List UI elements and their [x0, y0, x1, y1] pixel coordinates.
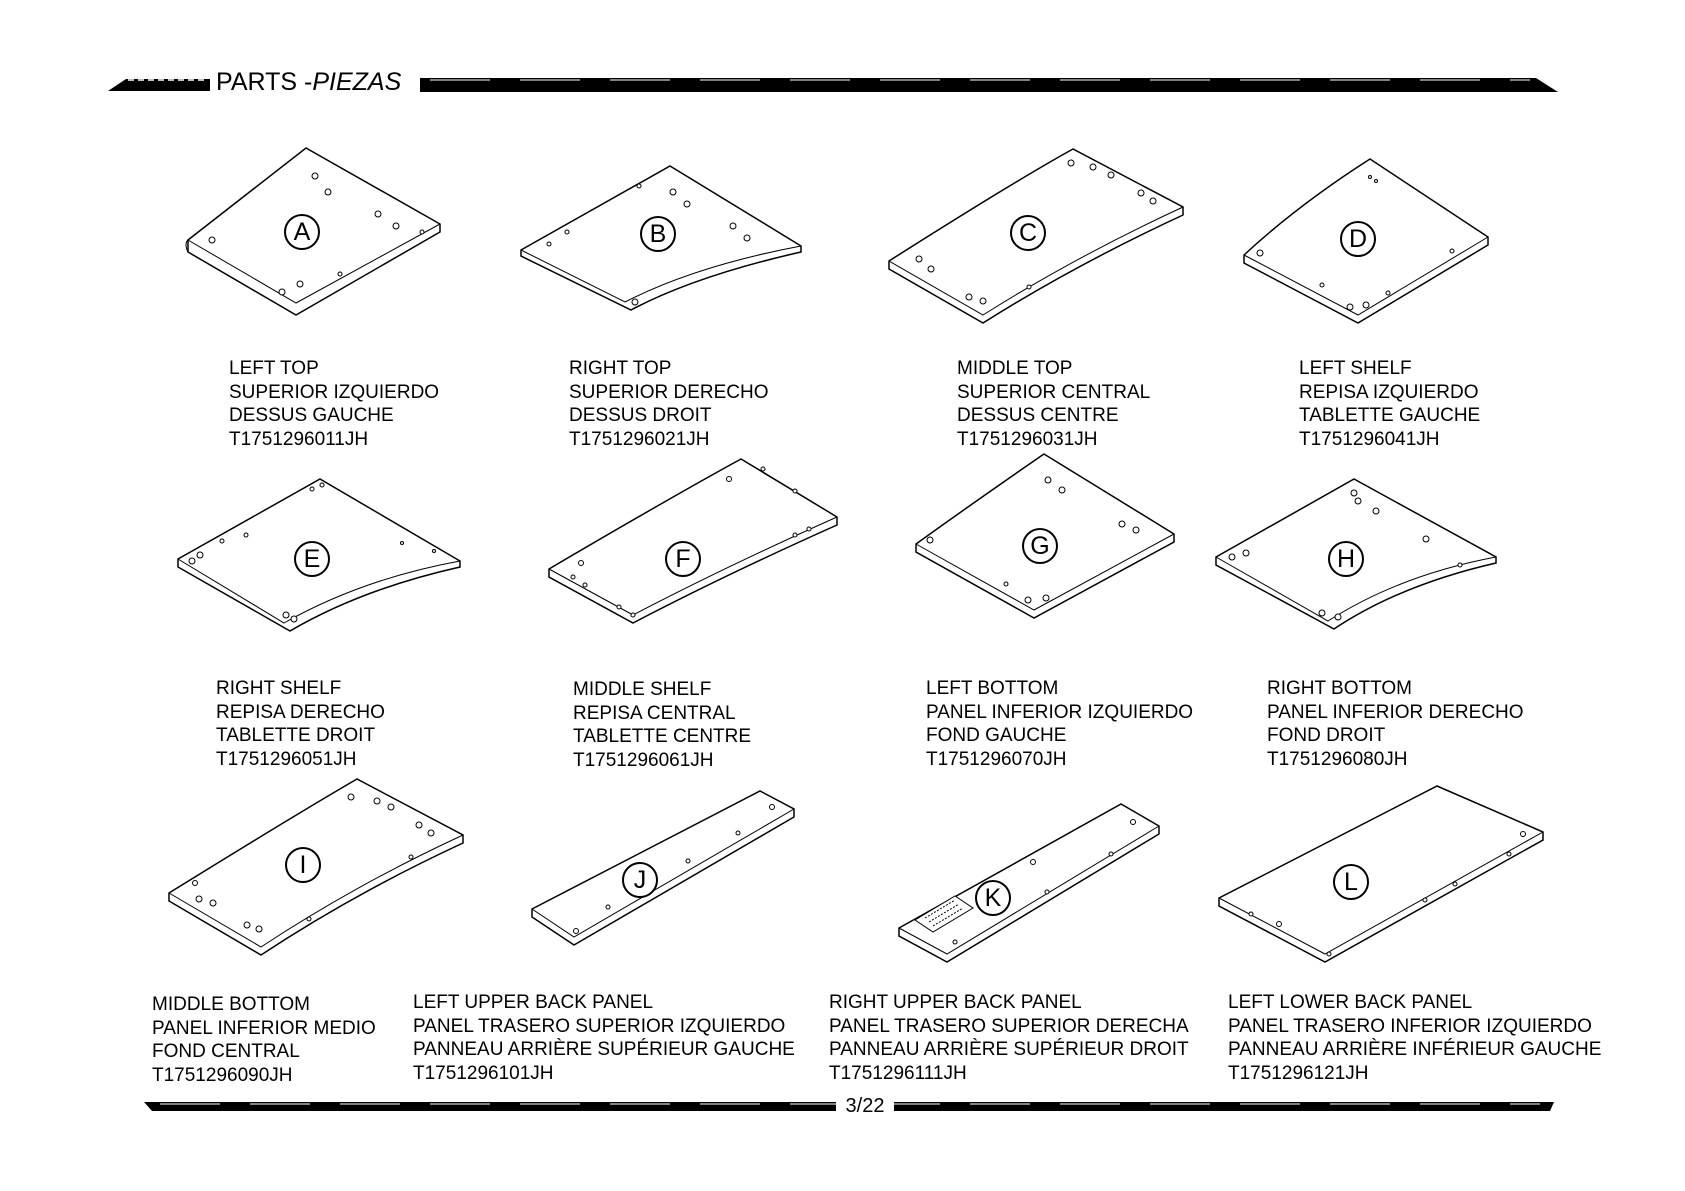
part-k-label: K	[975, 880, 1011, 916]
part-h-label: H	[1328, 541, 1364, 577]
part-i-code: T1751296090JH	[152, 1064, 293, 1086]
part-c-name-es: SUPERIOR CENTRAL	[957, 381, 1151, 403]
title-italic: PIEZAS	[312, 68, 402, 96]
part-g-name-es: PANEL INFERIOR IZQUIERDO	[926, 701, 1194, 723]
part-f-code: T1751296061JH	[573, 749, 714, 771]
part-k-name-es: PANEL TRASERO SUPERIOR DERECHA	[829, 1015, 1189, 1037]
part-i-name-fr: FOND CENTRAL	[152, 1041, 300, 1062]
part-h-name-fr: FOND DROIT	[1267, 725, 1386, 746]
part-j-name-es: PANEL TRASERO SUPERIOR IZQUIERDO	[413, 1015, 786, 1037]
part-c-label: C	[1010, 215, 1046, 251]
part-a-name-en: LEFT TOP	[229, 358, 319, 379]
part-f-name-en: MIDDLE SHELF	[573, 679, 712, 700]
part-e-code: T1751296051JH	[216, 748, 357, 770]
part-j-caption	[413, 991, 795, 1085]
part-l-name-es: PANEL TRASERO INFERIOR IZQUIERDO	[1228, 1015, 1592, 1037]
part-f-name-fr: TABLETTE CENTRE	[573, 726, 752, 747]
part-b-code: T1751296021JH	[569, 428, 710, 450]
page-title	[212, 67, 407, 97]
part-c-name-fr: DESSUS CENTRE	[957, 405, 1119, 426]
part-f-caption	[573, 678, 751, 772]
part-h-name-es: PANEL INFERIOR DERECHO	[1267, 701, 1524, 723]
part-h-name-en: RIGHT BOTTOM	[1267, 678, 1412, 699]
part-a-caption	[229, 357, 439, 451]
part-d-label: D	[1340, 221, 1376, 257]
part-d-caption	[1299, 357, 1480, 451]
part-f-label: F	[665, 541, 701, 577]
part-c-caption	[957, 357, 1150, 451]
part-b-name-fr: DESSUS DROIT	[569, 405, 712, 426]
part-l-label: L	[1333, 864, 1369, 900]
part-e-label: E	[294, 541, 330, 577]
part-e-caption	[216, 677, 385, 771]
part-j-name-fr: PANNEAU ARRIÈRE SUPÉRIEUR GAUCHE	[413, 1039, 795, 1060]
part-c-name-en: MIDDLE TOP	[957, 358, 1073, 379]
part-d-name-en: LEFT SHELF	[1299, 358, 1412, 379]
part-a-name-fr: DESSUS GAUCHE	[229, 405, 394, 426]
part-d-name-es: REPISA IZQUIERDO	[1299, 381, 1479, 403]
part-g-name-en: LEFT BOTTOM	[926, 678, 1059, 699]
part-k-drawing	[895, 800, 1165, 965]
part-h-caption	[1267, 677, 1524, 771]
part-l-code: T1751296121JH	[1228, 1062, 1369, 1084]
part-e-name-fr: TABLETTE DROIT	[216, 725, 376, 746]
page-number: 3/22	[836, 1094, 894, 1118]
part-k-name-fr: PANNEAU ARRIÈRE SUPÉRIEUR DROIT	[829, 1039, 1189, 1060]
part-b-name-es: SUPERIOR DERECHO	[569, 381, 769, 403]
part-k-code: T1751296111JH	[829, 1062, 967, 1084]
part-l-drawing	[1215, 782, 1550, 967]
title-main: PARTS -	[216, 68, 313, 96]
part-i-caption	[152, 993, 376, 1087]
part-b-label: B	[640, 216, 676, 252]
part-j-name-en: LEFT UPPER BACK PANEL	[413, 992, 654, 1013]
part-a-label: A	[284, 214, 320, 250]
part-i-name-en: MIDDLE BOTTOM	[152, 994, 310, 1015]
part-e-name-en: RIGHT SHELF	[216, 678, 342, 699]
part-l-name-en: LEFT LOWER BACK PANEL	[1228, 992, 1473, 1013]
part-g-label: G	[1022, 528, 1058, 564]
part-b-caption	[569, 357, 769, 451]
part-d-name-fr: TABLETTE GAUCHE	[1299, 405, 1481, 426]
part-j-drawing	[528, 785, 798, 950]
part-a-name-es: SUPERIOR IZQUIERDO	[229, 381, 440, 403]
part-g-caption	[926, 677, 1193, 771]
part-d-code: T1751296041JH	[1299, 428, 1440, 450]
part-g-name-fr: FOND GAUCHE	[926, 725, 1067, 746]
part-i-label: I	[285, 847, 321, 883]
part-h-code: T1751296080JH	[1267, 748, 1408, 770]
part-b-name-en: RIGHT TOP	[569, 358, 672, 379]
part-k-name-en: RIGHT UPPER BACK PANEL	[829, 992, 1082, 1013]
part-a-code: T1751296011JH	[229, 428, 369, 450]
part-l-name-fr: PANNEAU ARRIÈRE INFÉRIEUR GAUCHE	[1228, 1039, 1602, 1060]
part-f-name-es: REPISA CENTRAL	[573, 702, 736, 724]
part-j-label: J	[622, 862, 658, 898]
part-g-code: T1751296070JH	[926, 748, 1067, 770]
part-i-name-es: PANEL INFERIOR MEDIO	[152, 1017, 376, 1039]
part-k-caption	[829, 991, 1189, 1085]
part-l-caption	[1228, 991, 1601, 1085]
part-j-code: T1751296101JH	[413, 1062, 554, 1084]
part-f-drawing	[545, 455, 845, 630]
part-c-code: T1751296031JH	[957, 428, 1098, 450]
part-e-name-es: REPISA DERECHO	[216, 701, 385, 723]
